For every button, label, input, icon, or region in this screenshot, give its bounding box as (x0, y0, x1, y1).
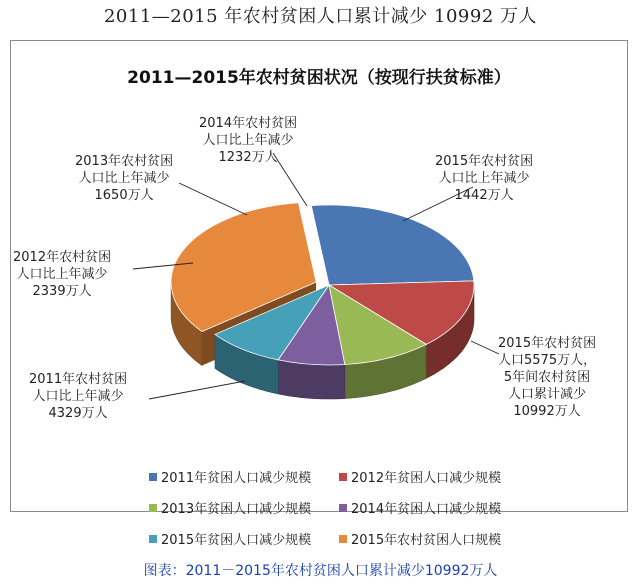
chart-frame (10, 40, 628, 548)
pie-slice (311, 205, 474, 285)
slice-label-line: 人口比上年减少 (438, 171, 530, 186)
leader-line (179, 183, 247, 215)
chart-title: 2011—2015年农村贫困状况（按现行扶贫标准） (127, 68, 511, 88)
legend-label: 2011年贫困人口减少规模 (161, 471, 312, 486)
leader-line (471, 341, 499, 354)
slice-label-line: 人口比上年减少 (16, 267, 108, 282)
legend-item-2011 (149, 467, 339, 486)
legend-swatch (149, 473, 157, 481)
legend-swatch (339, 473, 347, 481)
slice-label-line: 5年间农村贫困 (503, 370, 591, 385)
slice-label-line: 2015年农村贫困 (435, 154, 534, 169)
slice-label-line: 1232万人 (218, 150, 278, 165)
slice-label-2011 (29, 371, 127, 422)
slice-label-2015-population (498, 335, 596, 420)
legend-label: 2013年贫困人口减少规模 (161, 502, 312, 517)
slice-label-line: 4329万人 (48, 406, 108, 421)
slice-label-line: 2339万人 (32, 284, 92, 299)
slice-label-line: 1650万人 (94, 188, 154, 203)
legend-item-2013 (149, 498, 339, 517)
pie-slice-side (278, 360, 345, 399)
slice-label-line: 10992万人 (513, 404, 581, 419)
slice-label-line: 2014年农村贫困 (199, 116, 298, 131)
slice-label-2015-decrease (435, 153, 533, 204)
slice-label-line: 人口比上年减少 (32, 389, 124, 404)
slice-label-2012 (13, 249, 111, 300)
legend-swatch (339, 504, 347, 512)
legend-swatch (339, 535, 347, 543)
slice-label-line: 人口累计减少 (508, 387, 587, 402)
legend-item-2015-decrease (149, 529, 339, 548)
slice-label-line: 2011年农村贫困 (29, 372, 128, 387)
leader-line (149, 381, 245, 399)
slice-label-line: 人口5575万人， (498, 353, 597, 368)
slice-label-line: 1442万人 (454, 188, 514, 203)
legend-label: 2014年贫困人口减少规模 (351, 502, 502, 517)
legend-item-2015-population (339, 529, 539, 548)
legend-swatch (149, 535, 157, 543)
legend-label: 2015年农村贫困人口规模 (351, 533, 502, 548)
slice-label-line: 人口比上年减少 (202, 133, 294, 148)
slice-label-2014 (199, 115, 297, 166)
legend-swatch (149, 504, 157, 512)
slice-label-line: 人口比上年减少 (78, 171, 170, 186)
legend (149, 467, 549, 548)
slice-label-line: 2015年农村贫困 (498, 336, 597, 351)
legend-label: 2015年贫困人口减少规模 (161, 533, 312, 548)
legend-label: 2012年贫困人口减少规模 (351, 471, 502, 486)
legend-item-2012 (339, 467, 539, 486)
slice-label-2013 (75, 153, 173, 204)
slice-label-line: 2012年农村贫困 (13, 250, 112, 265)
legend-item-2014 (339, 498, 539, 517)
slice-label-line: 2013年农村贫困 (75, 154, 174, 169)
figure-caption: 图表：2011－2015年农村贫困人口累计减少10992万人 (143, 563, 498, 579)
page-heading: 2011—2015 年农村贫困人口累计减少 10992 万人 (103, 6, 538, 27)
